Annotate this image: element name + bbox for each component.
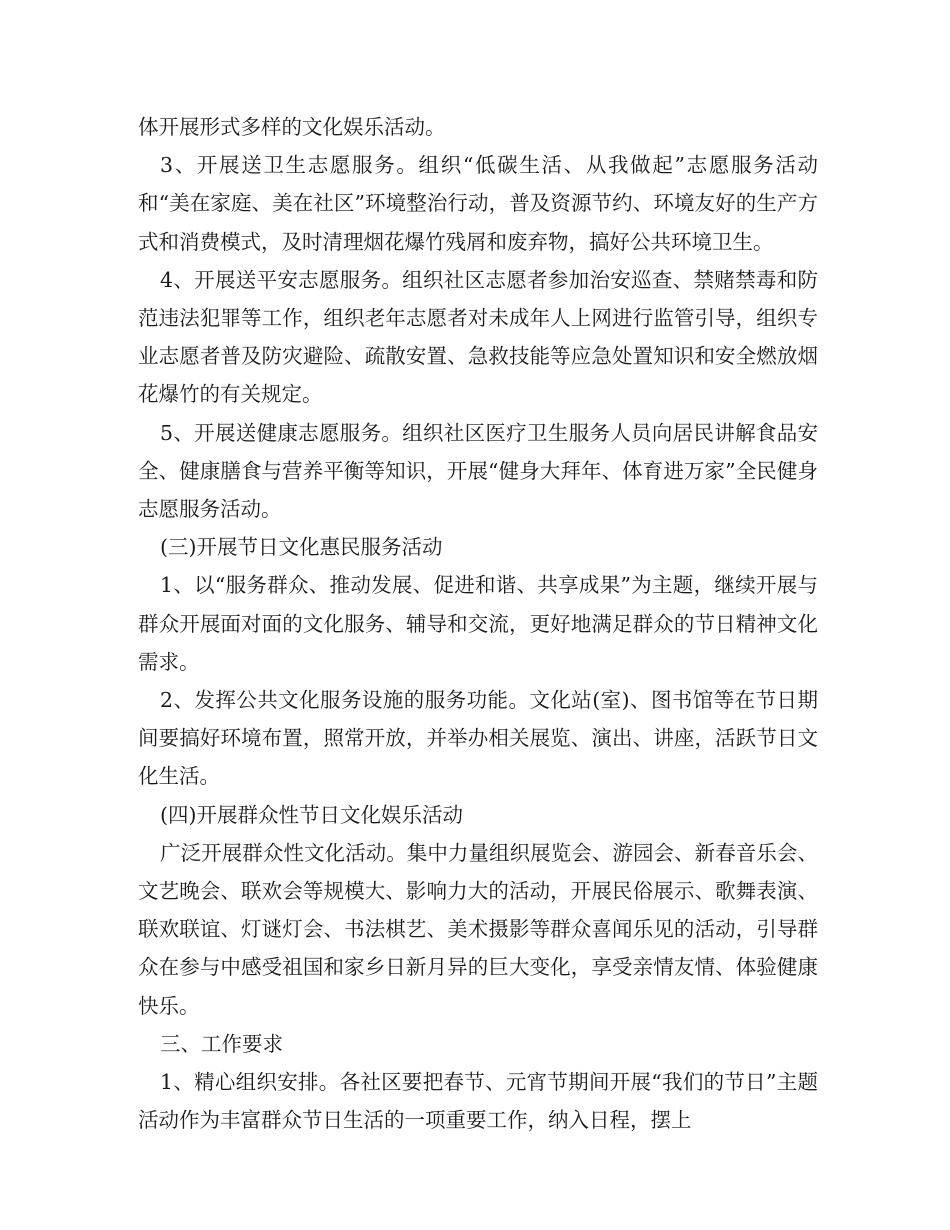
section-heading-4: (四)开展群众性节日文化娱乐活动 — [160, 802, 463, 827]
paragraph-item-4-safety-volunteer: 4、开展送平安志愿服务。组织社区志愿者参加治安巡查、禁赌禁毒和防范违法犯罪等工作，组织老年志愿者对未成年人上网进行监管引导，组织专业志愿者普及防灾避险、疏散安置、急救技能等应急处置知识和安全燃放烟花爆竹的有关规定。 — [138, 267, 818, 407]
paragraph-item-5-wellness-volunteer: 5、开展送健康志愿服务。组织社区医疗卫生服务人员向居民讲解食品安全、健康膳食与营养平衡等知识，开展“健身大拜年、体育进万家”全民健身志愿服务活动。 — [138, 420, 818, 522]
paragraph-item-3-health-volunteer: 3、开展送卫生志愿服务。组织“低碳生活、从我做起”志愿服务活动和“美在家庭、美在社区”环境整治行动，普及资源节约、环境友好的生产方式和消费模式，及时清理烟花爆竹残屑和废弃物，搞好公共环境卫生。 — [138, 153, 818, 254]
section-heading-work-requirements: 三、工作要求 — [160, 1031, 283, 1056]
paragraph-item-1-organization: 1、精心组织安排。各社区要把春节、元宵节期间开展“我们的节日”主题活动作为丰富群众节日生活的一项重要工作，纳入日程，摆上 — [138, 1070, 818, 1133]
paragraph-mass-culture-activities: 广泛开展群众性文化活动。集中力量组织展览会、游园会、新春音乐会、文艺晚会、联欢会等规模大、影响力大的活动，开展民俗展示、歌舞表演、联欢联谊、灯谜灯会、书法棋艺、美术摄影等群众喜闻乐见的活动，引导群众在参与中感受祖国和家乡日新月异的巨大变化，享受亲情友情、体验健康快乐。 — [138, 840, 818, 1018]
document-body — [138, 108, 818, 1139]
section-heading-3: (三)开展节日文化惠民服务活动 — [160, 535, 443, 560]
paragraph-item-1-culture-service: 1、以“服务群众、推动发展、促进和谐、共享成果”为主题，继续开展与群众开展面对面的文化服务、辅导和交流，更好地满足群众的节日精神文化需求。 — [138, 573, 818, 674]
paragraph-continuation: 体开展形式多样的文化娱乐活动。 — [138, 115, 446, 139]
paragraph-item-2-public-facilities: 2、发挥公共文化服务设施的服务功能。文化站(室)、图书馆等在节日期间要搞好环境布置，照常开放，并举办相关展览、演出、讲座，活跃节日文化生活。 — [138, 688, 818, 789]
